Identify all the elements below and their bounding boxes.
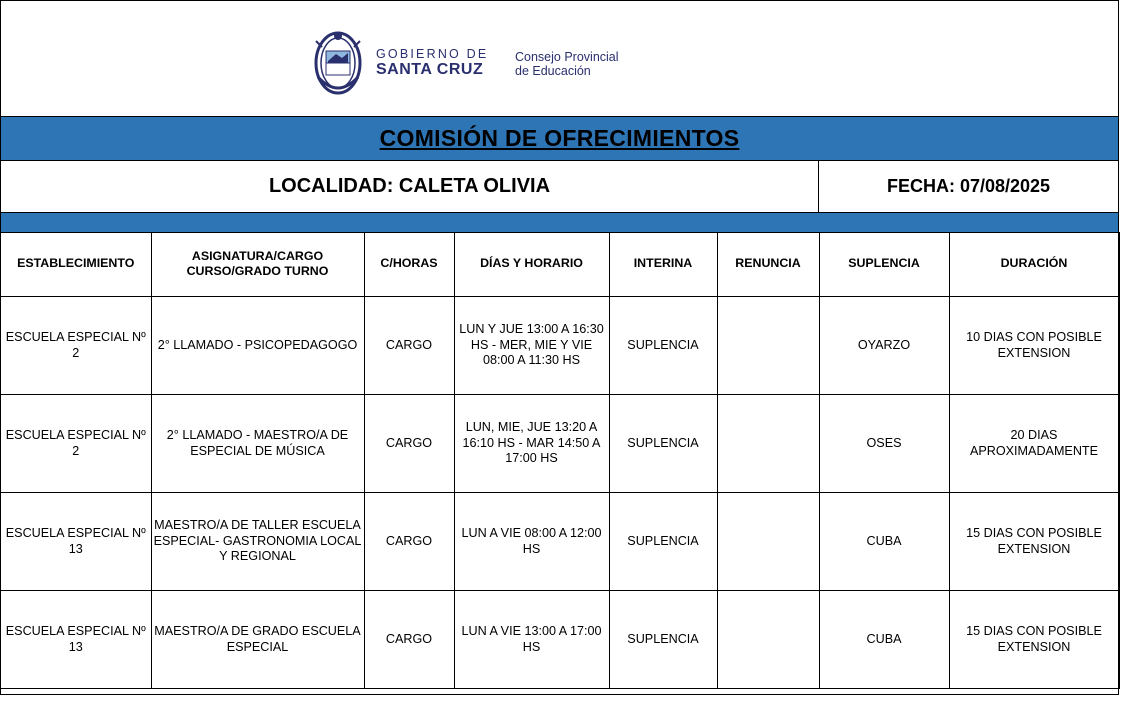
cell-duracion: 10 DIAS CON POSIBLE EXTENSION — [949, 297, 1119, 395]
cell-suplencia: CUBA — [819, 493, 949, 591]
cell-duracion: 20 DIAS APROXIMADAMENTE — [949, 395, 1119, 493]
org-name-line1: GOBIERNO DE — [376, 47, 489, 61]
cell-horas: CARGO — [364, 591, 454, 689]
cell-renuncia — [717, 591, 819, 689]
cell-interina: SUPLENCIA — [609, 493, 717, 591]
cell-suplencia: OYARZO — [819, 297, 949, 395]
cell-asignatura: MAESTRO/A DE TALLER ESCUELA ESPECIAL- GASTRONOMIA LOCAL Y REGIONAL — [151, 493, 364, 591]
separator-band — [1, 213, 1118, 233]
org-name-line2: SANTA CRUZ — [376, 61, 484, 78]
cell-duracion: 15 DIAS CON POSIBLE EXTENSION — [949, 591, 1119, 689]
cell-horas: CARGO — [364, 395, 454, 493]
cell-asignatura: MAESTRO/A DE GRADO ESCUELA ESPECIAL — [151, 591, 364, 689]
cell-renuncia — [717, 493, 819, 591]
locality-row — [1, 161, 1118, 213]
cell-establecimiento: ESCUELA ESPECIAL Nº 2 — [1, 395, 151, 493]
cell-renuncia — [717, 297, 819, 395]
table-row — [1, 395, 1119, 493]
cell-asignatura: 2° LLAMADO - MAESTRO/A DE ESPECIAL DE MÚSICA — [151, 395, 364, 493]
cell-horas: CARGO — [364, 493, 454, 591]
cell-establecimiento: ESCUELA ESPECIAL Nº 2 — [1, 297, 151, 395]
cell-establecimiento: ESCUELA ESPECIAL Nº 13 — [1, 591, 151, 689]
column-header-suplencia: SUPLENCIA — [819, 232, 949, 297]
offers-table — [1, 232, 1120, 689]
cell-suplencia: OSES — [819, 395, 949, 493]
column-header-horas: C/HORAS — [364, 232, 454, 297]
cell-suplencia: CUBA — [819, 591, 949, 689]
cell-interina: SUPLENCIA — [609, 591, 717, 689]
cell-duracion: 15 DIAS CON POSIBLE EXTENSION — [949, 493, 1119, 591]
column-header-dias-horario: DÍAS Y HORARIO — [454, 232, 609, 297]
table-row — [1, 297, 1119, 395]
column-header-duracion: DURACIÓN — [949, 232, 1119, 297]
cell-dias-horario: LUN A VIE 08:00 A 12:00 HS — [454, 493, 609, 591]
cell-dias-horario: LUN, MIE, JUE 13:20 A 16:10 HS - MAR 14:50 A 17:00 HS — [454, 395, 609, 493]
title-band — [1, 116, 1118, 161]
provincial-coat-of-arms-icon — [312, 27, 364, 97]
date-label: FECHA: 07/08/2025 — [886, 176, 1051, 196]
cell-renuncia — [717, 395, 819, 493]
column-header-asignatura: ASIGNATURA/CARGO CURSO/GRADO TURNO — [151, 232, 364, 297]
cell-asignatura: 2° LLAMADO - PSICOPEDAGOGO — [151, 297, 364, 395]
council-name-line1: Consejo Provincial — [515, 50, 619, 64]
column-header-establecimiento: ESTABLECIMIENTO — [1, 232, 151, 297]
cell-interina: SUPLENCIA — [609, 395, 717, 493]
table-header-row — [1, 232, 1119, 297]
cell-dias-horario: LUN Y JUE 13:00 A 16:30 HS - MER, MIE Y VIE 08:00 A 11:30 HS — [454, 297, 609, 395]
cell-horas: CARGO — [364, 297, 454, 395]
council-name-line2: de Educación — [515, 64, 591, 78]
table-row — [1, 493, 1119, 591]
cell-dias-horario: LUN A VIE 13:00 A 17:00 HS — [454, 591, 609, 689]
column-header-interina: INTERINA — [609, 232, 717, 297]
header-logo-area — [1, 1, 1118, 116]
table-row — [1, 591, 1119, 689]
page-title: COMISIÓN DE OFRECIMIENTOS — [379, 125, 740, 151]
cell-interina: SUPLENCIA — [609, 297, 717, 395]
locality-label: LOCALIDAD: CALETA OLIVIA — [1, 161, 819, 212]
cell-establecimiento: ESCUELA ESPECIAL Nº 13 — [1, 493, 151, 591]
column-header-renuncia: RENUNCIA — [717, 232, 819, 297]
